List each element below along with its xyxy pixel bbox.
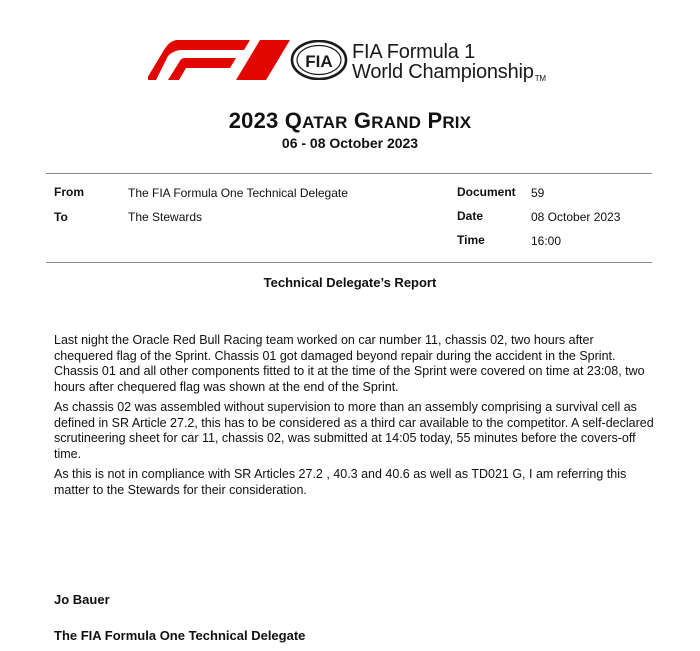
title-part: 2023 Q [228, 108, 303, 133]
report-paragraph: Last night the Oracle Red Bull Racing team worked on car number 11, chassis 02, two hours after chequered flag of the Sprint. Chassis 01 got damaged beyond repair during the accident in the Sprint. Chassis 01 and all other components fitted to it at the time of the Sprint were covered on time at 23:08, two hours after chequered flag was shown at the end of the Sprint. [54, 333, 645, 394]
date-label: Date [457, 209, 484, 223]
report-body [54, 333, 654, 503]
to-label: To [54, 210, 68, 224]
event-dates: 06 - 08 October 2023 [281, 135, 419, 151]
divider [46, 173, 652, 174]
championship-wordmark [352, 42, 592, 86]
brand-line-2 [352, 62, 592, 86]
title-part: G [347, 108, 372, 133]
report-paragraph: As chassis 02 was assembled without supervision to more than an assembly comprising a survival cell as defined in SR Article 27.2, this has to be considered as a third car available to the competitor. A self-declared scrutineering sheet for car 11, chassis 02, was submitted at 14:05 today, 55 minutes before the covers-off time. [54, 400, 654, 461]
date-value: 08 October 2023 [531, 210, 621, 224]
document-label: Document [457, 185, 516, 199]
signatory-title: The FIA Formula One Technical Delegate [54, 628, 306, 643]
title-part: P [421, 108, 443, 133]
to-value: The Stewards [128, 210, 203, 224]
divider [46, 262, 652, 263]
f1-logo [148, 40, 290, 80]
trademark-mark: TM [534, 74, 546, 83]
time-value: 16:00 [531, 234, 562, 248]
title-part: RAND [371, 113, 422, 132]
brand-line-2-text: World Championship [352, 61, 534, 83]
signatory-name: Jo Bauer [54, 592, 110, 607]
from-label: From [54, 185, 84, 199]
document-value: 59 [531, 186, 545, 200]
time-label: Time [457, 233, 485, 247]
from-value: The FIA Formula One Technical Delegate [128, 186, 348, 200]
report-paragraph: As this is not in compliance with SR Articles 27.2 , 40.3 and 40.6 as well as TD021 G, I am referring this matter to the Stewards for their consideration. [54, 467, 627, 497]
title-part: RIX [442, 113, 472, 132]
fia-badge-text: FIA [305, 52, 333, 71]
title-part: ATAR [302, 113, 348, 132]
brand-line-1: FIA Formula 1 [352, 41, 475, 63]
fia-badge-icon [290, 40, 348, 80]
report-heading: Technical Delegate’s Report [263, 275, 437, 290]
event-title [0, 108, 700, 134]
